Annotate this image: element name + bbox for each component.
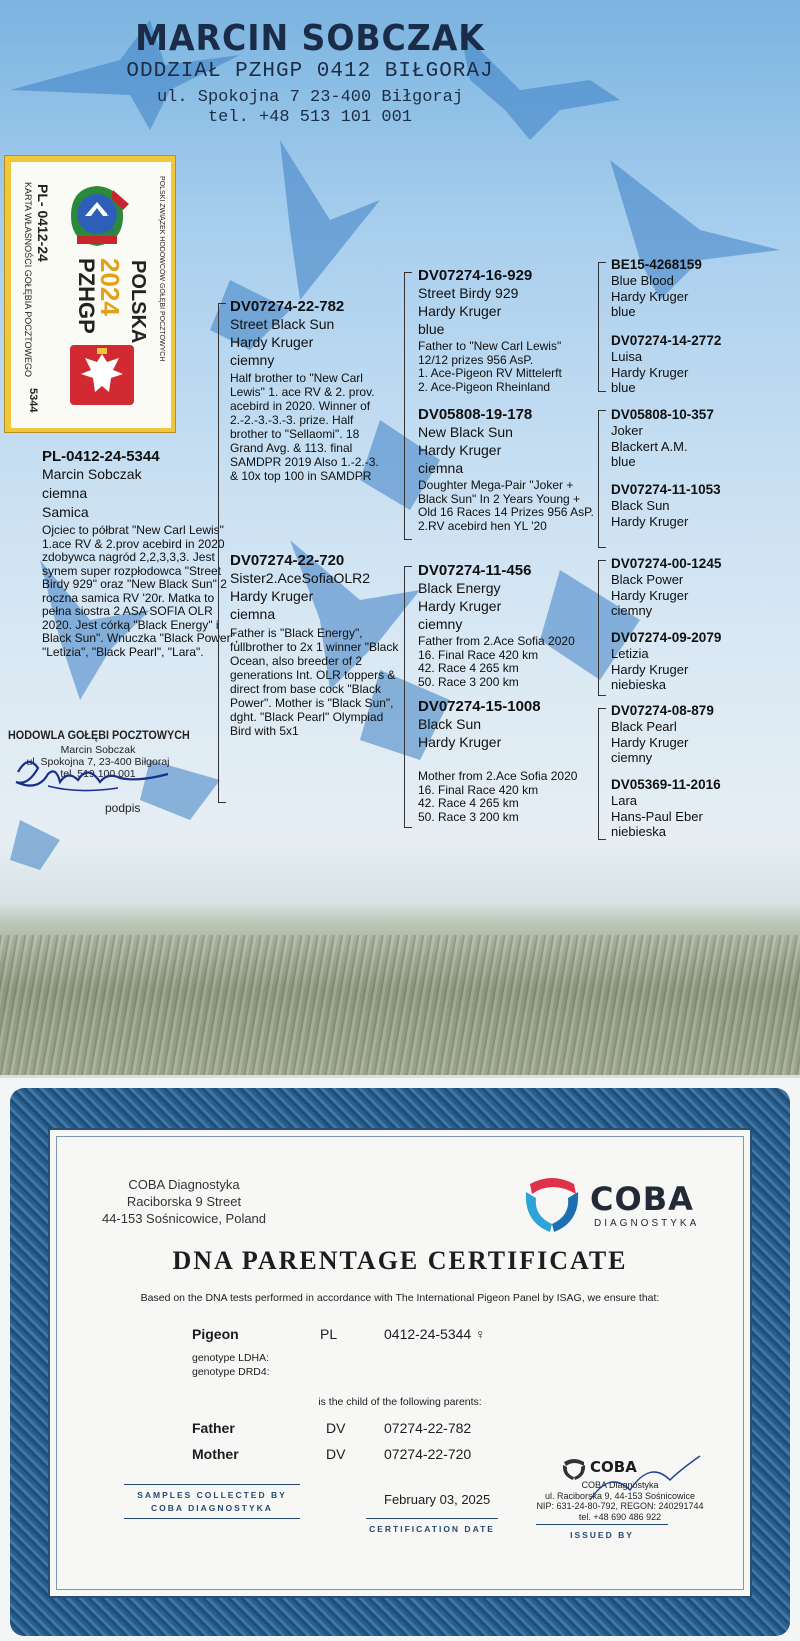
g4-1-ring: BE15-4268159 (611, 257, 702, 272)
pedigree-main-pigeon (42, 448, 240, 659)
mf-breeder: Hardy Kruger (418, 598, 502, 614)
bracket-gen3-4 (598, 708, 606, 840)
bracket-gen3-1 (598, 262, 606, 392)
g4-1-name: Blue Blood (611, 273, 674, 288)
stamp-lab-nip: NIP: 631-24-80-792, REGON: 240291744 (536, 1501, 704, 1511)
mm-breeder: Hardy Kruger (418, 734, 502, 750)
bracket-gen3-2 (598, 410, 606, 548)
card-org-text: POLSKI ZWIĄZEK HODOWCÓW GOŁĘBI POCZTOWYCH (158, 176, 165, 362)
lab-city: 44-153 Sośnicowice, Poland (101, 1211, 267, 1226)
main-ring: PL-0412-24-5344 (42, 448, 160, 465)
mother-breeder: Hardy Kruger (230, 588, 314, 604)
breeder-name: MARCIN SOBCZAK (135, 18, 485, 59)
card-country: POLSKA (127, 260, 149, 344)
pedigree-mother-dam (418, 698, 596, 824)
issued-line (536, 1524, 668, 1525)
pedigree-gen4-3 (611, 407, 797, 470)
g4-6-breeder: Hardy Kruger (611, 661, 689, 677)
main-owner: Marcin Sobczak (42, 466, 142, 482)
certification-date-label: CERTIFICATION DATE (369, 1524, 495, 1534)
mother-color: ciemna (230, 606, 276, 622)
father-country: DV (326, 1420, 346, 1436)
lab-street: Raciborska 9 Street (126, 1194, 242, 1209)
certificate-title: DNA PARENTAGE CERTIFICATE (172, 1246, 628, 1275)
pedigree-gen4-2 (611, 333, 797, 396)
genotype-ldha: genotype LDHA: (192, 1352, 270, 1364)
g4-6-color: niebieska (611, 677, 666, 692)
stamp-name: Marcin Sobczak (60, 744, 136, 756)
breeder-section: ODDZIAŁ PZHGP 0412 BIŁGORAJ (126, 60, 494, 83)
mother-description: Father is "Black Energy", fullbrother to 2x 1 winner "Black Ocean, also breeder of 2 generations Int. OLR toppers & direct from base cock "Black Power". Mother is "Black Sun", dght. "Black Pearl" Olympiad Bird with 5x1 (230, 626, 399, 738)
mother-country: DV (326, 1446, 346, 1462)
mother-name: Sister2.AceSofiaOLR2 (230, 570, 371, 586)
mm-desc-2: 16. Final Race 420 km (418, 782, 539, 797)
polish-eagle-emblem-icon (69, 344, 135, 406)
ff-ring: DV07274-16-929 (418, 267, 533, 284)
ownership-card-face (11, 162, 171, 428)
pedigree-father-dam (418, 406, 596, 533)
coba-logo-subtext: DIAGNOSTYKA (594, 1218, 700, 1229)
father-description: Half brother to "New Carl Lewis" 1. ace RV & 2. prov. acebird in 2020. Winner of 2.-2.-3.-3.-3. prize. Half brother to "Sellaomi". 18 Grand Avg. & 113. final SAMDPR 2019 Also 1.-2.-3. & 10x top 100 in SAMDPR (230, 371, 379, 483)
lab-name: COBA Diagnostyka (128, 1177, 240, 1192)
bracket-gen3-3 (598, 560, 606, 696)
breeder-address: ul. Spokojna 7 23-400 Biłgoraj (156, 88, 464, 107)
card-assoc: PZHGP (74, 258, 99, 334)
pedigree-gen4-8 (611, 777, 797, 840)
signature-label: podpis (105, 801, 141, 815)
stamp-address: ul. Spokojna 7, 23-400 Biłgoraj (26, 756, 170, 768)
stamp-lab-tel: tel. +48 690 486 922 (578, 1511, 662, 1522)
ff-breeder: Hardy Kruger (418, 303, 502, 319)
g4-2-ring: DV07274-14-2772 (611, 333, 722, 348)
g4-3-breeder: Blackert A.M. (611, 438, 688, 454)
g4-7-color: ciemny (611, 750, 653, 765)
coba-stamp-text: COBA (590, 1458, 637, 1476)
g4-2-color: blue (611, 380, 636, 395)
certificate-body (48, 1128, 752, 1598)
pigeon-label: Pigeon (192, 1326, 239, 1342)
issued-by-label: ISSUED BY (570, 1530, 634, 1540)
ownership-card (4, 155, 176, 433)
father-color: ciemny (230, 352, 275, 368)
mm-desc-3: 42. Race 4 265 km (418, 796, 519, 810)
pigeon-country: PL (320, 1326, 338, 1342)
bracket-gen2-father (404, 272, 412, 540)
g4-7-name: Black Pearl (611, 719, 677, 734)
issuer-signature (570, 1450, 720, 1510)
card-ownership-text: KARTA WŁASNOŚCI GOŁĘBIA POCZTOWEGO (23, 182, 33, 378)
stamp-lab-address: ul. Raciborska 9, 44-153 Sośnicowice (544, 1490, 696, 1501)
g4-4-name: Black Sun (611, 498, 670, 513)
stamp-lab-name: COBA Diagnostyka (581, 1480, 659, 1490)
g4-5-breeder: Hardy Kruger (611, 587, 689, 603)
g4-2-breeder: Hardy Kruger (611, 364, 689, 380)
father-label: Father (192, 1420, 235, 1436)
g4-3-color: blue (611, 454, 636, 469)
pzhgp-logo-icon (63, 180, 131, 252)
g4-4-ring: DV07274-11-1053 (611, 482, 721, 497)
pedigree-father (230, 298, 390, 483)
pedigree-gen4-4 (611, 482, 797, 529)
ff-desc-2: 12/12 prizes 956 AsP. (418, 352, 534, 367)
fm-name: New Black Sun (418, 424, 513, 440)
coba-logo-icon (520, 1172, 584, 1234)
fm-description: Doughter Mega-Pair "Joker + Black Sun" In 2 Years Young + Old 16 Races 14 Prizes 956 AsP. 2.RV acebird hen YL '20 (418, 478, 594, 533)
g4-5-ring: DV07274-00-1245 (611, 556, 722, 571)
ff-desc-4: 2. Ace-Pigeon Rheinland (418, 379, 551, 394)
certification-date: February 03, 2025 (384, 1492, 491, 1507)
g4-1-color: blue (611, 304, 636, 319)
stamp-title: HODOWLA GOŁĘBI POCZTOWYCH (8, 728, 190, 742)
fm-ring: DV05808-19-178 (418, 406, 533, 423)
mf-color: ciemny (418, 616, 463, 632)
g4-7-ring: DV07274-08-879 (611, 703, 714, 718)
pedigree-gen4-6 (611, 630, 797, 693)
g4-5-color: ciemny (611, 603, 653, 618)
genotype-drd4: genotype DRD4: (192, 1366, 270, 1378)
g4-8-ring: DV05369-11-2016 (611, 777, 721, 792)
mm-desc-4: 50. Race 3 200 km (418, 809, 519, 824)
g4-3-name: Joker (611, 423, 643, 438)
samples-top-line (124, 1484, 300, 1485)
pedigree-mother (230, 552, 400, 738)
card-logo-text: PZHGP (105, 202, 115, 234)
samples-collected-1: SAMPLES COLLECTED BY (137, 1490, 287, 1500)
g4-1-breeder: Hardy Kruger (611, 288, 689, 304)
mf-desc-1: Father from 2.Ace Sofia 2020 (418, 634, 575, 648)
mother-ring: DV07274-22-720 (230, 552, 345, 569)
pigeon-ring: 0412-24-5344 ♀ (384, 1326, 486, 1342)
stamp-phone: tel. 519 100 001 (60, 768, 136, 780)
mf-ring: DV07274-11-456 (418, 562, 532, 579)
bracket-gen1 (218, 303, 226, 803)
lab-address (84, 1176, 284, 1227)
dna-certificate (0, 1078, 800, 1641)
main-color: ciemna (42, 485, 88, 501)
ff-desc-3: 1. Ace-Pigeon RV Mittelerft (418, 366, 562, 380)
g4-4-breeder: Hardy Kruger (611, 513, 689, 529)
mf-desc-3: 42. Race 4 265 km (418, 661, 519, 675)
samples-bottom-line (124, 1518, 300, 1519)
child-of-text: is the child of the following parents: (318, 1396, 482, 1408)
mm-desc-1: Mother from 2.Ace Sofia 2020 (418, 769, 578, 783)
father-ring: DV07274-22-782 (230, 298, 345, 315)
ff-color: blue (418, 321, 445, 337)
g4-8-color: niebieska (611, 824, 666, 839)
mf-desc-2: 16. Final Race 420 km (418, 647, 539, 662)
mm-ring: DV07274-15-1008 (418, 698, 541, 715)
mm-name: Black Sun (418, 716, 482, 732)
mf-name: Black Energy (418, 580, 501, 596)
card-number: 5344 (27, 388, 39, 413)
breeder-phone: tel. +48 513 101 001 (207, 108, 413, 127)
mother-ring-cert: 07274-22-720 (384, 1446, 472, 1462)
mother-label: Mother (192, 1446, 239, 1462)
father-name: Street Black Sun (230, 316, 335, 332)
father-breeder: Hardy Kruger (230, 334, 314, 350)
pedigree-gen4-5 (611, 556, 797, 619)
g4-6-ring: DV07274-09-2079 (611, 630, 722, 645)
certificate-intro: Based on the DNA tests performed in accordance with The International Pigeon Panel by ISAG, we ensure that: (140, 1292, 660, 1304)
handwritten-signature (8, 752, 188, 798)
father-ring-cert: 07274-22-782 (384, 1420, 472, 1436)
g4-8-breeder: Hans-Paul Eber (611, 808, 703, 824)
samples-collected-2: COBA DIAGNOSTYKA (151, 1503, 273, 1513)
pedigree-father-sire (418, 267, 596, 394)
g4-3-ring: DV05808-10-357 (611, 407, 714, 422)
g4-7-breeder: Hardy Kruger (611, 734, 689, 750)
ff-name: Street Birdy 929 (418, 285, 519, 301)
grass-field (0, 935, 800, 1075)
card-ring-id: PL- 0412-24 (35, 184, 51, 262)
ff-desc-1: Father to "New Carl Lewis" (418, 339, 562, 353)
g4-8-name: Lara (611, 793, 638, 808)
g4-2-name: Luisa (611, 349, 643, 364)
pedigree-mother-sire (418, 562, 596, 689)
bracket-gen2-mother (404, 566, 412, 828)
main-sex: Samica (42, 504, 89, 520)
main-description: Ojciec to półbrat "New Carl Lewis" 1.ace RV & 2.prov acebird in 2020 zdobywca nagród 2,2,3,3,3. Jest synem super rozpłodowca "Street Birdy 929" oraz "New Black Sun" 2 roczna samica RV '20r. Matka to pełna siostra 2 ASA SOFIA OLR 2020. Jest córką "Black Energy" i Black Sun". Wnuczka "Black Power", "Letizia", "Black Pearl", "Lara". (42, 523, 239, 659)
pedigree-gen4-7 (611, 703, 797, 766)
card-year: 2024 (95, 258, 125, 316)
g4-6-name: Letizia (611, 646, 649, 661)
mf-desc-4: 50. Race 3 200 km (418, 674, 519, 689)
fm-breeder: Hardy Kruger (418, 442, 502, 458)
date-line (366, 1518, 498, 1519)
coba-logo-text: COBA (590, 1180, 694, 1218)
pedigree-gen4-1 (611, 257, 797, 320)
g4-5-name: Black Power (611, 572, 684, 587)
fm-color: ciemna (418, 460, 464, 476)
